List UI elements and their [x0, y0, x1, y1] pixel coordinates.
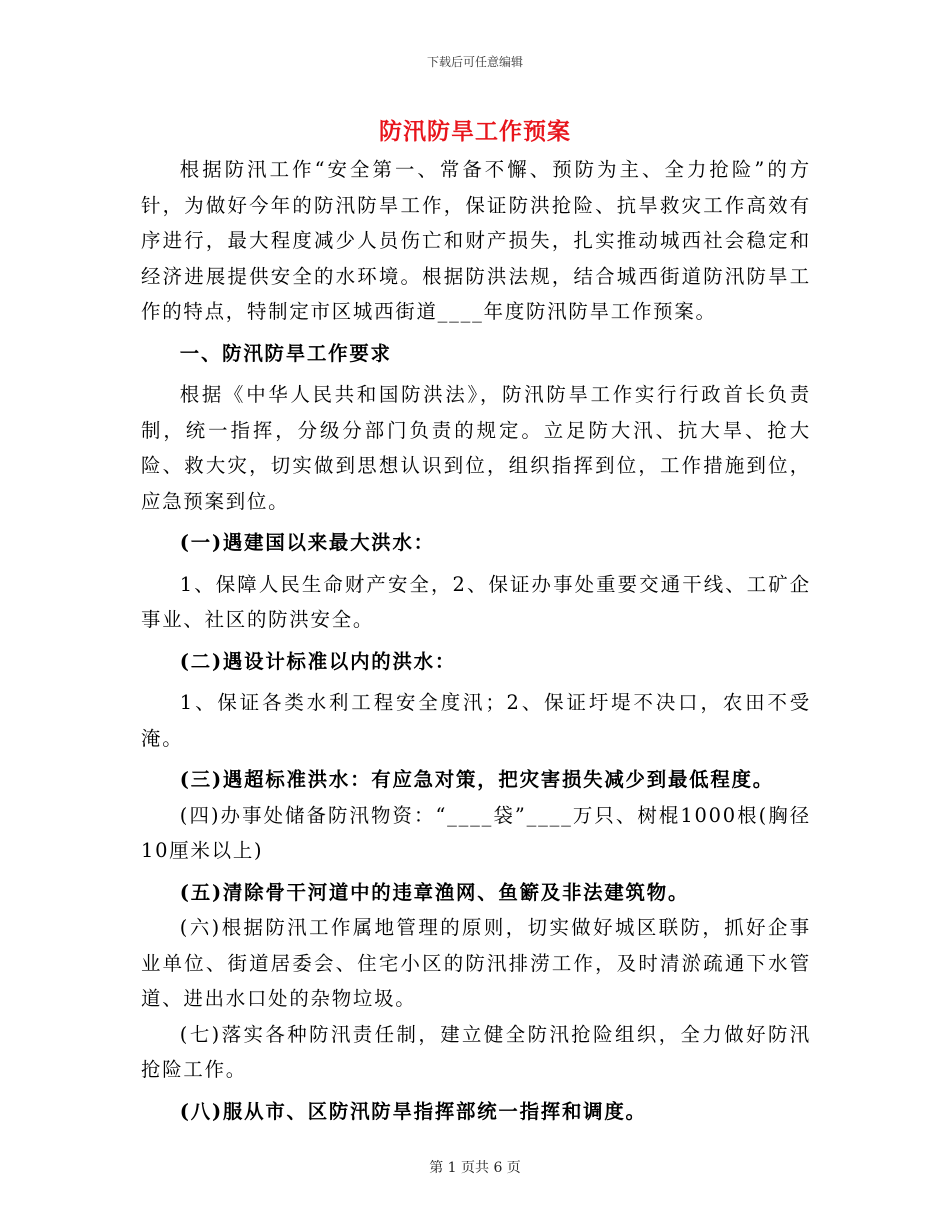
body-paragraph: 1、保证各类水利工程安全度汛；2、保证圩堤不决口，农田不受淹。 [141, 691, 811, 750]
body-paragraph: 1、保障人民生命财产安全，2、保证办事处重要交通干线、工矿企事业、社区的防洪安全。 [141, 572, 811, 631]
body-paragraph: (七)落实各种防汛责任制，建立健全防汛抢险组织，全力做好防汛抢险工作。 [141, 1022, 811, 1081]
document-body [141, 152, 811, 1129]
body-paragraph: (四)办事处储备防汛物资：“____袋”____万只、树棍1000根(胸径10厘米以上) [141, 803, 811, 862]
intro-paragraph: 根据防汛工作“安全第一、常备不懈、预防为主、全力抢险”的方针，为做好今年的防汛防旱工作，保证防洪抢险、抗旱救灾工作高效有序进行，最大程度减少人员伤亡和财产损失，扎实推动城西社会稳定和经济进展提供安全的水环境。根据防洪法规，结合城西街道防汛防旱工作的特点，特制定市区城西街道____年度防汛防旱工作预案。 [141, 158, 811, 323]
subsection-heading: (一)遇建国以来最大洪水： [179, 531, 435, 554]
subsection-heading: (五)清除骨干河道中的违章渔网、鱼簖及非法建筑物。 [179, 880, 690, 904]
document-title: 防汛防旱工作预案 [379, 118, 571, 145]
subsection-heading: (三)遇超标准洪水：有应急对策，把灾害损失减少到最低程度。 [179, 768, 774, 791]
page-footer: 第 1 页共 6 页 [429, 1160, 521, 1176]
subsection-heading: (二)遇设计标准以内的洪水： [179, 649, 457, 673]
page-header: 下载后可任意编辑 [426, 55, 523, 69]
body-paragraph: (六)根据防汛工作属地管理的原则，切实做好城区联防，抓好企事业单位、街道居委会、住宅小区的防汛排涝工作，及时清淤疏通下水管道、进出水口处的杂物垃圾。 [141, 916, 811, 1010]
body-paragraph: 根据《中华人民共和国防洪法》，防汛防旱工作实行行政首长负责制，统一指挥，分级分部门负责的规定。立足防大汛、抗大旱、抢大险、救大灾，切实做到思想认识到位，组织指挥到位，工作措施到位，应急预案到位。 [141, 383, 811, 513]
subsection-heading: (八)服从市、区防汛防旱指挥部统一指挥和调度。 [179, 1099, 647, 1123]
section-heading: 一、防汛防旱工作要求 [179, 341, 392, 365]
